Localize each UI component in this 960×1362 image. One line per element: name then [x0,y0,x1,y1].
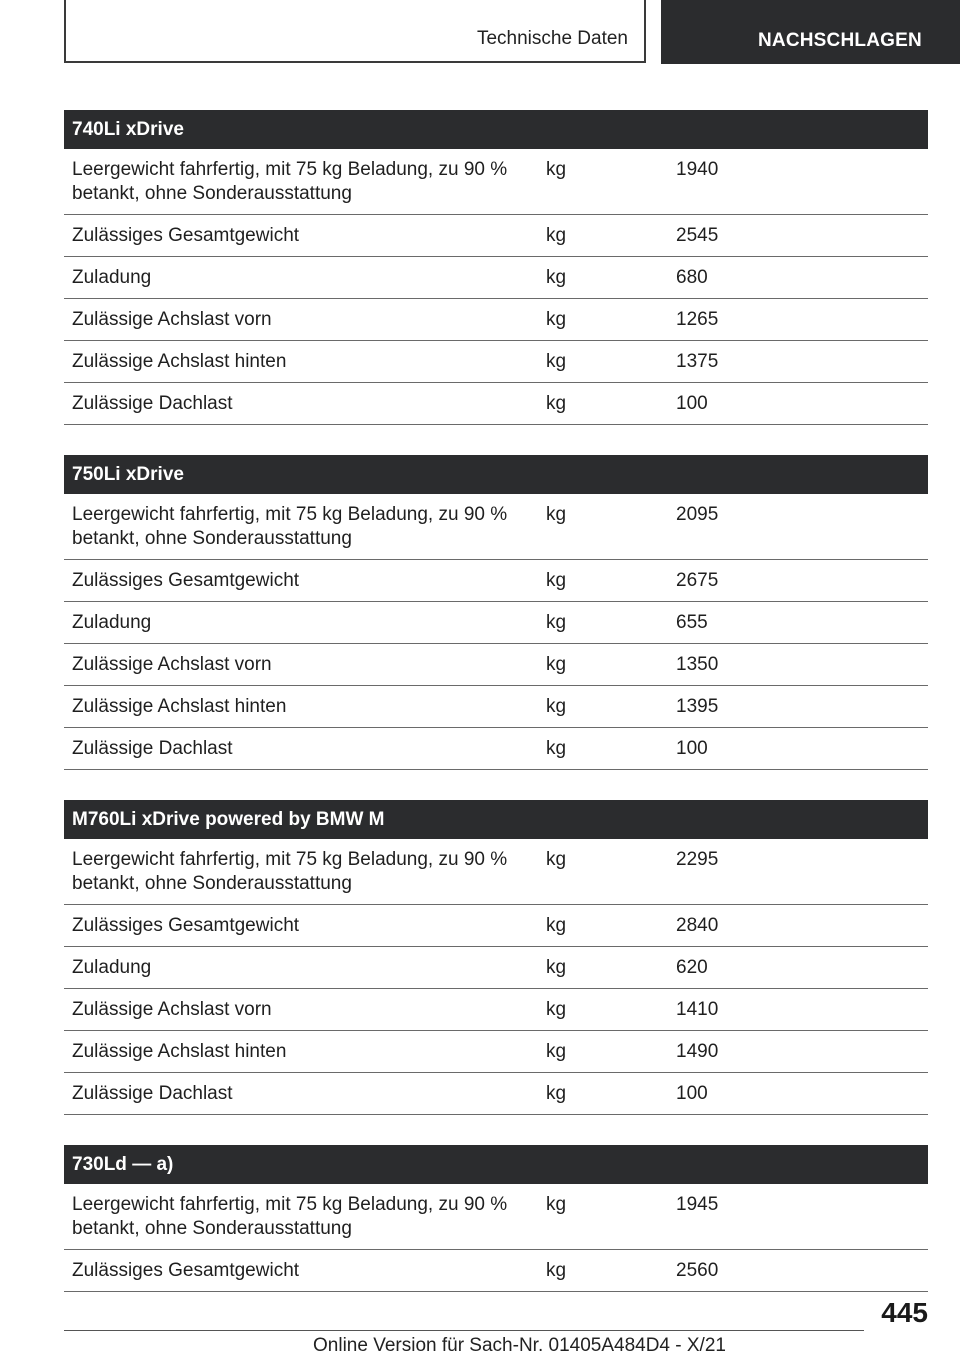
table-row [64,602,928,644]
row-unit: kg [538,686,668,728]
row-value: 1410 [668,989,928,1031]
row-unit: kg [538,1184,668,1250]
row-unit: kg [538,383,668,425]
row-label: Zulässige Achslast hinten [64,686,538,728]
row-unit: kg [538,1250,668,1292]
table-row [64,947,928,989]
row-label: Zuladung [64,602,538,644]
row-label: Zulässiges Gesamtgewicht [64,905,538,947]
table-row [64,257,928,299]
footer-divider [64,1330,864,1331]
row-value: 1265 [668,299,928,341]
row-value: 2840 [668,905,928,947]
row-label: Zuladung [64,257,538,299]
table-title: 740Li xDrive [64,110,928,149]
row-unit: kg [538,215,668,257]
table-row [64,1250,928,1292]
row-label: Zulässige Dachlast [64,383,538,425]
row-value: 100 [668,1073,928,1115]
row-unit: kg [538,905,668,947]
table-row [64,215,928,257]
row-label: Leergewicht fahrfertig, mit 75 kg Beladung, zu 90 % betankt, ohne Sonderausstattung [64,839,538,905]
table-row [64,1184,928,1250]
row-value: 1940 [668,149,928,215]
row-value: 1395 [668,686,928,728]
row-label: Zulässige Achslast vorn [64,989,538,1031]
table-title: 730Ld — a) [64,1145,928,1184]
table-row [64,383,928,425]
table-row [64,341,928,383]
table-row [64,839,928,905]
page-number: 445 [881,1297,928,1328]
row-unit: kg [538,644,668,686]
spec-tables [64,110,928,1322]
table-row [64,299,928,341]
row-value: 2295 [668,839,928,905]
row-label: Zulässige Achslast vorn [64,299,538,341]
spec-table [64,455,928,770]
row-value: 1945 [668,1184,928,1250]
row-label: Leergewicht fahrfertig, mit 75 kg Beladung, zu 90 % betankt, ohne Sonderausstattung [64,1184,538,1250]
table-row [64,494,928,560]
row-unit: kg [538,947,668,989]
row-label: Zuladung [64,947,538,989]
row-value: 2095 [668,494,928,560]
table-row [64,905,928,947]
row-label: Zulässige Achslast hinten [64,1031,538,1073]
row-unit: kg [538,257,668,299]
row-value: 1350 [668,644,928,686]
row-unit: kg [538,989,668,1031]
table-row [64,560,928,602]
row-unit: kg [538,560,668,602]
row-value: 100 [668,728,928,770]
row-unit: kg [538,839,668,905]
spec-table [64,800,928,1115]
row-unit: kg [538,1031,668,1073]
table-title: M760Li xDrive powered by BMW M [64,800,928,839]
table-row [64,1031,928,1073]
row-label: Zulässige Dachlast [64,728,538,770]
row-value: 1375 [668,341,928,383]
table-row [64,149,928,215]
row-label: Zulässige Achslast hinten [64,341,538,383]
spec-table [64,110,928,425]
row-unit: kg [538,1073,668,1115]
table-row [64,644,928,686]
row-value: 620 [668,947,928,989]
row-unit: kg [538,299,668,341]
spec-table [64,1145,928,1292]
table-row [64,1073,928,1115]
footer-text: Online Version für Sach-Nr. 01405A484D4 - X/21 [313,1335,726,1356]
row-label: Zulässiges Gesamtgewicht [64,1250,538,1292]
row-label: Zulässige Achslast vorn [64,644,538,686]
table-row [64,989,928,1031]
page-header [64,0,960,64]
row-label: Leergewicht fahrfertig, mit 75 kg Beladung, zu 90 % betankt, ohne Sonderausstattung [64,149,538,215]
row-label: Zulässiges Gesamtgewicht [64,560,538,602]
row-value: 1490 [668,1031,928,1073]
row-value: 2545 [668,215,928,257]
section-title: Technische Daten [476,28,628,49]
row-value: 2560 [668,1250,928,1292]
table-row [64,728,928,770]
row-unit: kg [538,728,668,770]
row-value: 2675 [668,560,928,602]
row-label: Zulässige Dachlast [64,1073,538,1115]
row-unit: kg [538,494,668,560]
row-value: 100 [668,383,928,425]
row-value: 680 [668,257,928,299]
row-label: Leergewicht fahrfertig, mit 75 kg Beladung, zu 90 % betankt, ohne Sonderausstattung [64,494,538,560]
table-row [64,686,928,728]
row-label: Zulässiges Gesamtgewicht [64,215,538,257]
row-unit: kg [538,341,668,383]
chapter-tab: NACHSCHLAGEN [661,0,960,64]
row-unit: kg [538,602,668,644]
table-title: 750Li xDrive [64,455,928,494]
row-unit: kg [538,149,668,215]
row-value: 655 [668,602,928,644]
section-tab [64,0,646,63]
